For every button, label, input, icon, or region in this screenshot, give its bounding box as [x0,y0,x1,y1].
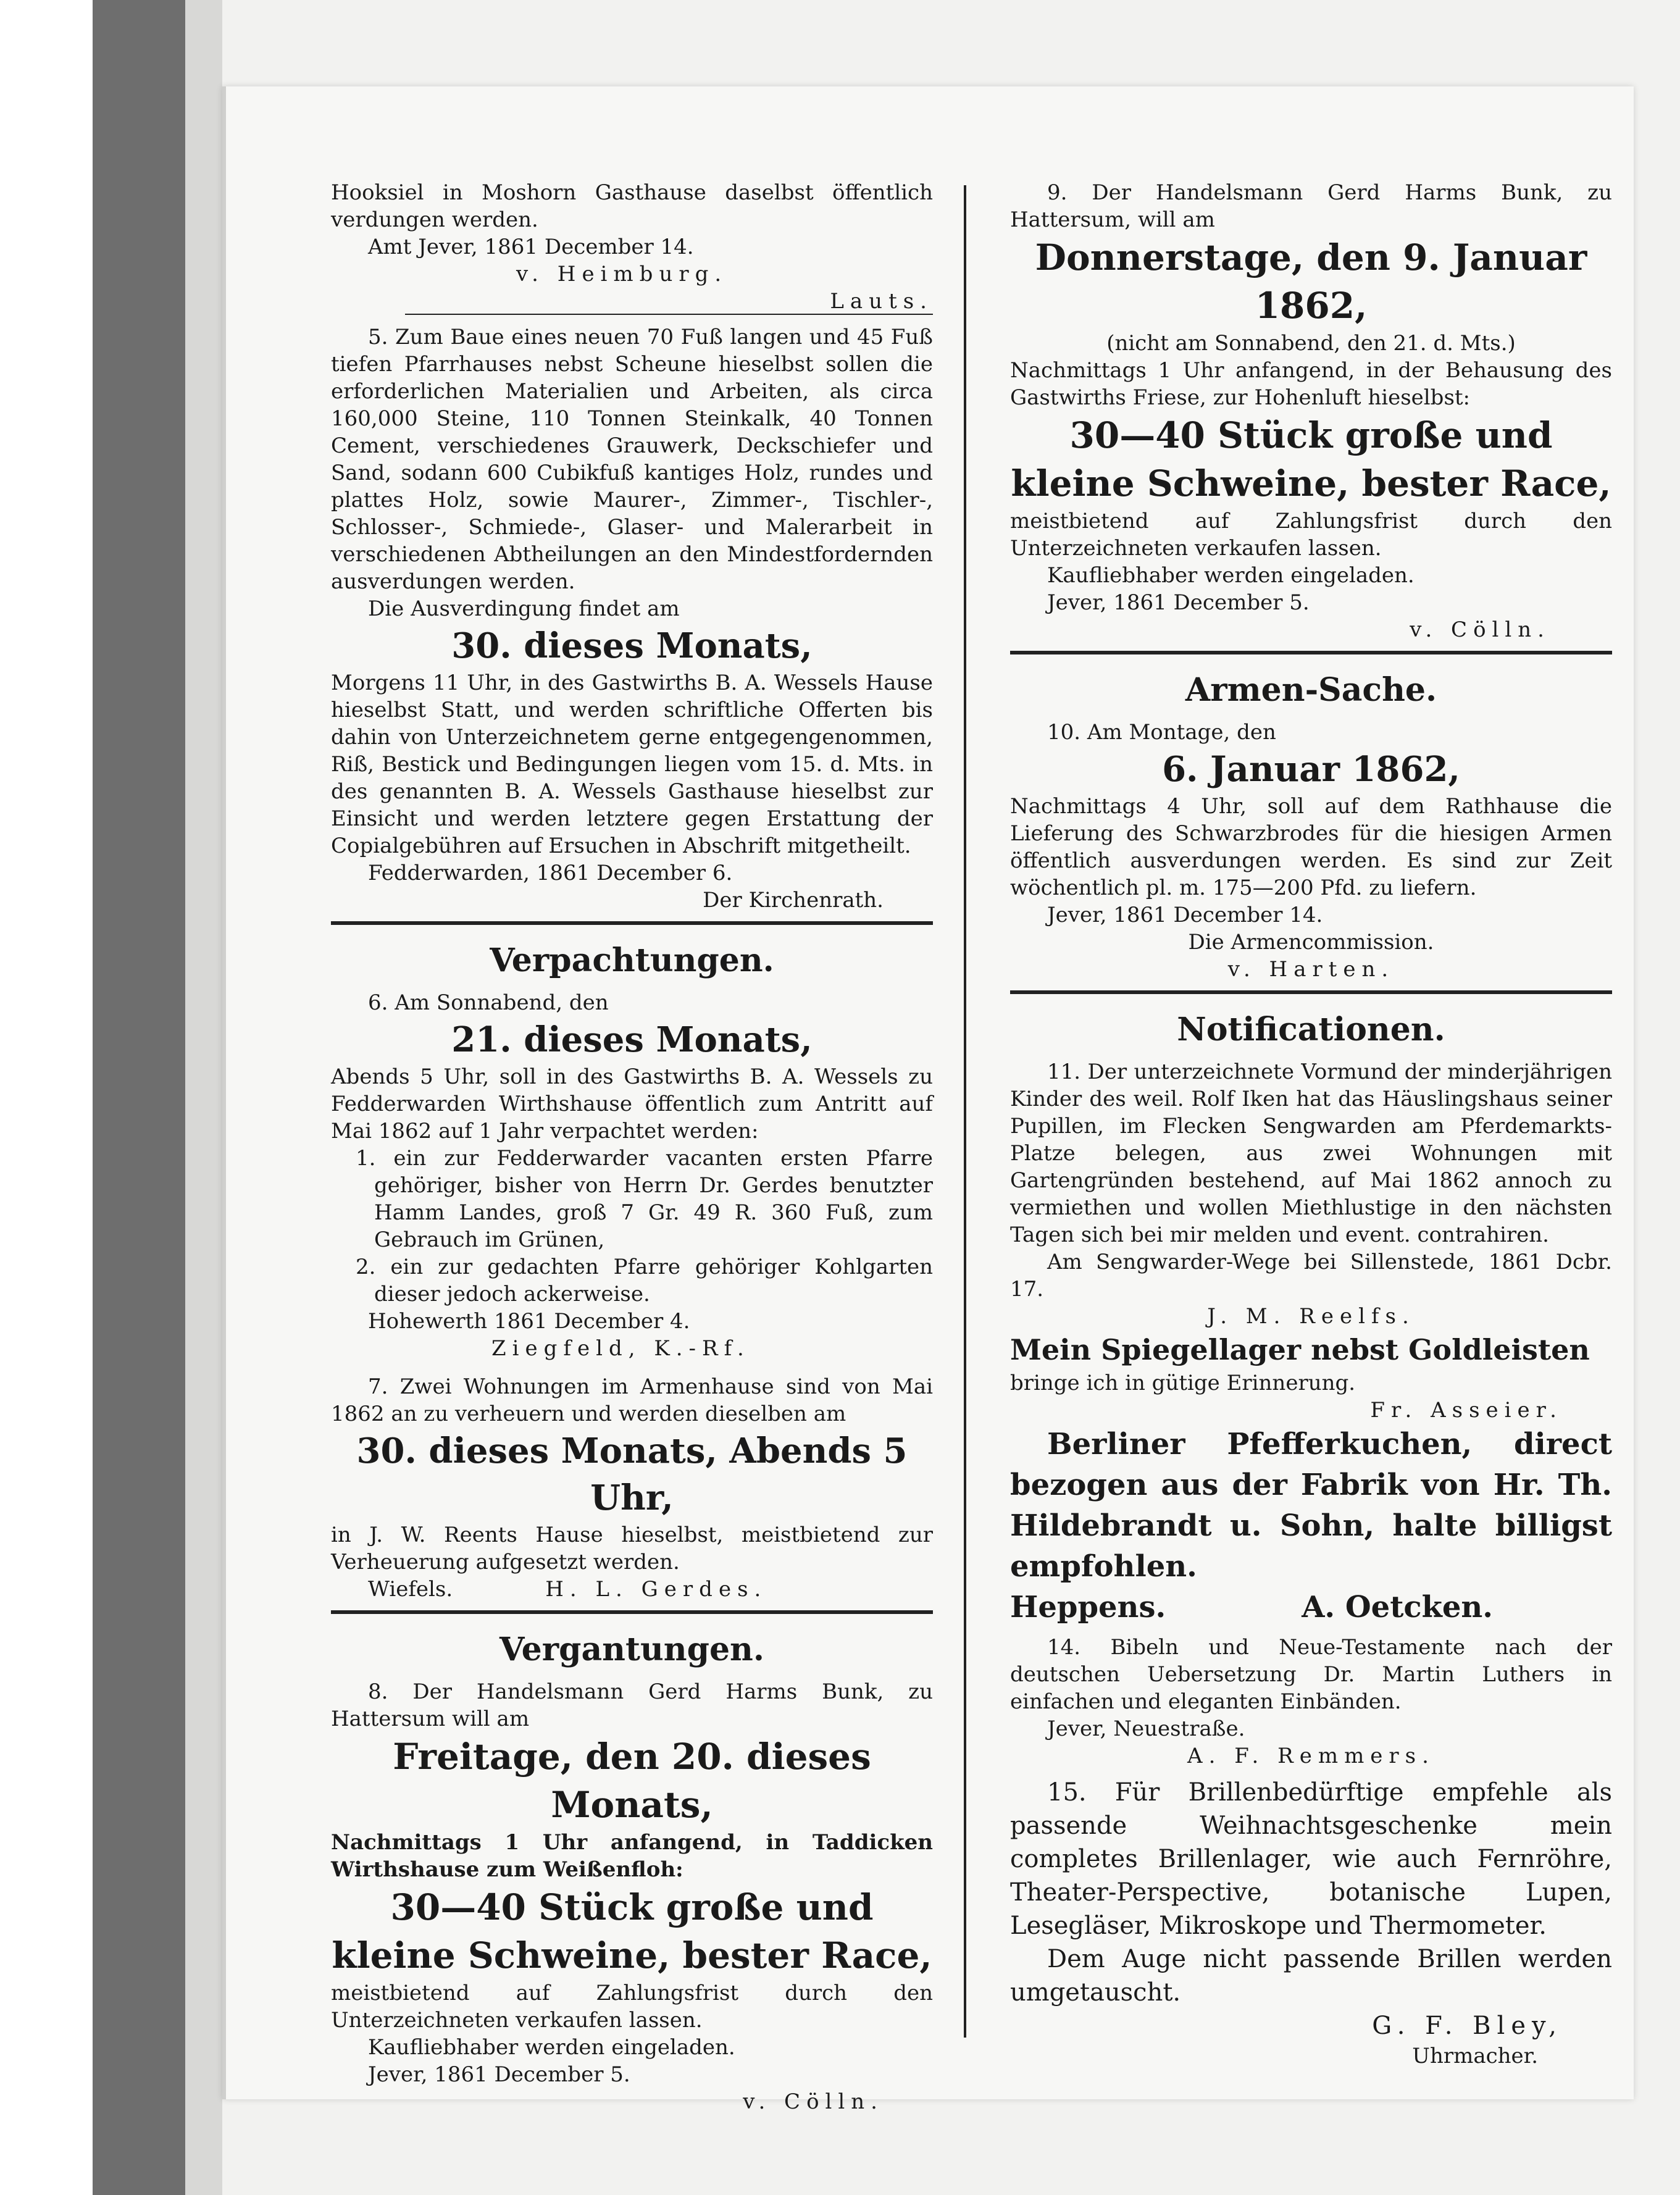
notice-6-text: 6. Am Sonnabend, den [368,990,609,1015]
notice-8-text-2: Nachmittags 1 Uhr anfangend, in Taddicken Wirthshause zum Weißenfloh: [331,1830,933,1882]
notice-10-text: 10. Am Montage, den [1047,720,1276,745]
heading-verpachtungen: Verpachtungen. [490,942,774,979]
notice-6-place: Hohewerth 1861 December 4. [368,1309,690,1334]
notice-8-invite: Kaufliebhaber werden eingeladen. [368,2035,735,2060]
notice-7-place [368,1576,933,1603]
notice-9-text-3: meistbietend auf Zahlungsfrist durch den Unterzeichneten verkaufen lassen. [1010,509,1612,561]
newspaper-page [222,86,1634,2114]
notice-4-place: Amt Jever, 1861 December 14. [368,235,694,259]
notice-10-date: 6. Januar 1862, [1162,749,1460,790]
notice-5-text: 5. Zum Baue eines neuen 70 Fuß langen und 45 Fuß tiefen Pfarrhauses nebst Scheune hieselbst sollen die erforderlichen Materialien und Arbeiten, als circa 160,000 Steine, 110 Tonnen Steinkalk, 40 Tonnen Cement, verschiedenes Grauwerk, Deckschiefer und Sand, sodann 600 Cubikfuß kantiges Holz, rundes und plattes Holz, sowie Maurer-, Zimmer-, Tischler-, Schlosser-, Schmiede-, Glaser- und Malerarbeit in verschiedenen Abtheilungen an den Mindestfordernden ausverdungen werden. [331,325,933,594]
notice-10-text-2: Nachmittags 4 Uhr, soll auf dem Rathhause die Lieferung des Schwarzbrodes für die hiesigen Armen öffentlich ausverdungen werden. Es sind zur Zeit wöchentlich pl. m. 175—200 Pfd. zu liefern. [1010,794,1612,900]
section-divider [331,921,933,925]
notice-9-date: Donnerstage, den 9. Januar 1862, [1035,236,1587,327]
ad-1-text: bringe ich in gütige Erinnerung. [1010,1371,1356,1395]
notice-5-date: 30. dieses Monats, [451,625,813,666]
notice-9-text: 9. Der Handelsmann Gerd Harms Bunk, zu Hattersum, will am [1010,180,1612,232]
notice-8-date: Freitage, den 20. dieses Monats, [393,1736,871,1826]
left-column [331,179,933,2115]
notice-8-text: 8. Der Handelsmann Gerd Harms Bunk, zu Hattersum will am [331,1679,933,1731]
notice-10-signature-2: v. Harten. [1227,957,1395,982]
notice-7-text-2: in J. W. Reents Hause hieselbst, meistbietend zur Verheuerung aufgesetzt werden. [331,1523,933,1574]
notice-9-text-2: Nachmittags 1 Uhr anfangend, in der Behausung des Gastwirths Friese, zur Hohenluft hieselbst: [1010,358,1612,410]
notice-6-list [356,1145,933,1308]
notice-6-text-2: Abends 5 Uhr, soll in des Gastwirths B. A. Wessels zu Fedderwarden Wirthshause öffentlich zum Antritt auf Mai 1862 auf 1 Jahr verpachtet werden: [331,1064,933,1143]
notice-5-signature: Der Kirchenrath. [703,888,884,913]
heading-armen-sache: Armen-Sache. [1185,671,1437,709]
section-divider [331,1610,933,1614]
notice-11-signature: J. M. Reelfs. [1207,1304,1415,1329]
notice-8-signature: v. Cölln. [743,2089,884,2114]
heading-vergantungen: Vergantungen. [499,1631,764,1668]
notice-6-signature: Ziegfeld, K.-Rf. [491,1336,750,1361]
notice-11-text: 11. Der unterzeichnete Vormund der minderjährigen Kinder des weil. Rolf Iken hat das Häuslingshaus seiner Pupillen, im Flecken Sengwarden am Pferdemarkts-Platze belegen, aus zwei Wohnungen mit Gartengründen bestehend, auf Mai 1862 annoch zu vermiethen und wollen Miethlustige in den nächsten Tagen sich bei mir melden und event. contrahiren. [1010,1060,1612,1247]
notice-9-invite: Kaufliebhaber werden eingeladen. [1047,563,1415,588]
notice-7-text: 7. Zwei Wohnungen im Armenhause sind von Mai 1862 an zu verheuern und werden dieselben am [331,1374,933,1426]
notice-7-place-text: Wiefels. [368,1577,453,1602]
notice-15-text: 15. Für Brillenbedürftige empfehle als passende Weihnachtsgeschenke mein completes Brillenlager, wie auch Fernröhre, Theater-Perspective, botanische Lupen, Lesegläser, Mikroskope und Thermometer. [1010,1778,1612,1940]
heading-notificationen: Notificationen. [1177,1011,1445,1048]
section-divider [1010,651,1612,654]
ad-1-signature: Fr. Asseier. [1370,1398,1563,1423]
ad-2-place: Heppens. [1010,1590,1166,1624]
notice-15-text-2: Dem Auge nicht passende Brillen werden umgetauscht. [1010,1945,1612,2007]
ad-1-title: Mein Spiegellager nebst Goldleisten [1010,1333,1590,1366]
notice-9-goods: 30—40 Stück große und kleine Schweine, bester Race, [1011,414,1611,504]
ad-2-text: Berliner Pfefferkuchen, direct bezogen aus der Fabrik von Hr. Th. Hildebrandt u. Sohn, halte billigst empfohlen. [1010,1427,1612,1584]
notice-9-place: Jever, 1861 December 5. [1047,590,1310,615]
section-divider [1010,990,1612,994]
column-divider [964,185,966,2038]
notice-4-signature-2: Lauts. [830,289,933,314]
notice-14-signature: A. F. Remmers. [1187,1744,1435,1768]
notice-9-signature: v. Cölln. [1410,617,1550,642]
notice-10-place: Jever, 1861 December 14. [1047,903,1323,927]
ad-2-footer [1010,1587,1612,1628]
notice-8-goods: 30—40 Stück große und kleine Schweine, bester Race, [332,1886,932,1976]
notice-9-note: (nicht am Sonnabend, den 21. d. Mts.) [1106,331,1516,356]
notice-4-signature-1: v. Heimburg. [516,262,728,286]
notice-5-place: Fedderwarden, 1861 December 6. [368,861,733,885]
notice-8-text-3: meistbietend auf Zahlungsfrist durch den Unterzeichneten verkaufen lassen. [331,1981,933,2033]
notice-15-signature-1: G. F. Bley, [1372,2012,1563,2040]
notice-5-text-2: Die Ausverdingung findet am [368,596,680,621]
notice-10-signature-1: Die Armencommission. [1188,930,1434,955]
notice-4-text: Hooksiel in Moshorn Gasthause daselbst öffentlich verdungen werden. [331,180,933,232]
ad-2-signature: A. Oetcken. [1302,1590,1494,1624]
notice-14-place: Jever, Neuestraße. [1047,1716,1245,1741]
notice-14-text: 14. Bibeln und Neue-Testamente nach der deutschen Uebersetzung Dr. Martin Luthers in einfachen und eleganten Einbänden. [1010,1635,1612,1714]
book-binding [0,0,222,2195]
notice-5-text-3: Morgens 11 Uhr, in des Gastwirths B. A. Wessels Hause hieselbst Statt, und werden schriftliche Offerten bis dahin von Unterzeichnetem gerne entgegengenommen, Riß, Bestick und Bedingungen liegen vom 15. d. Mts. in des genannten B. A. Wessels Gasthause hieselbst zur Einsicht und werden letztere gegen Erstattung der Copialgebühren auf Ersuchen in Abschrift mitgetheilt. [331,671,933,858]
notice-7-date: 30. dieses Monats, Abends 5 Uhr, [356,1431,908,1518]
notice-7-signature: H. L. Gerdes. [545,1577,767,1602]
right-column [1010,179,1612,2070]
notice-15-signature-2: Uhrmacher. [1412,2044,1538,2068]
notice-6-date: 21. dieses Monats, [451,1019,813,1060]
notice-6-item-1: 1. ein zur Fedderwarder vacanten ersten Pfarre gehöriger, bisher von Herrn Dr. Gerdes benutzter Hamm Landes, groß 7 Gr. 49 R. 360 Fuß, zum Gebrauch im Grünen, [356,1146,933,1252]
notice-8-place: Jever, 1861 December 5. [368,2062,630,2087]
notice-11-place: Am Sengwarder-Wege bei Sillenstede, 1861 Dcbr. 17. [1010,1250,1612,1302]
notice-6-item-2: 2. ein zur gedachten Pfarre gehöriger Kohlgarten dieser jedoch ackerweise. [356,1255,933,1307]
